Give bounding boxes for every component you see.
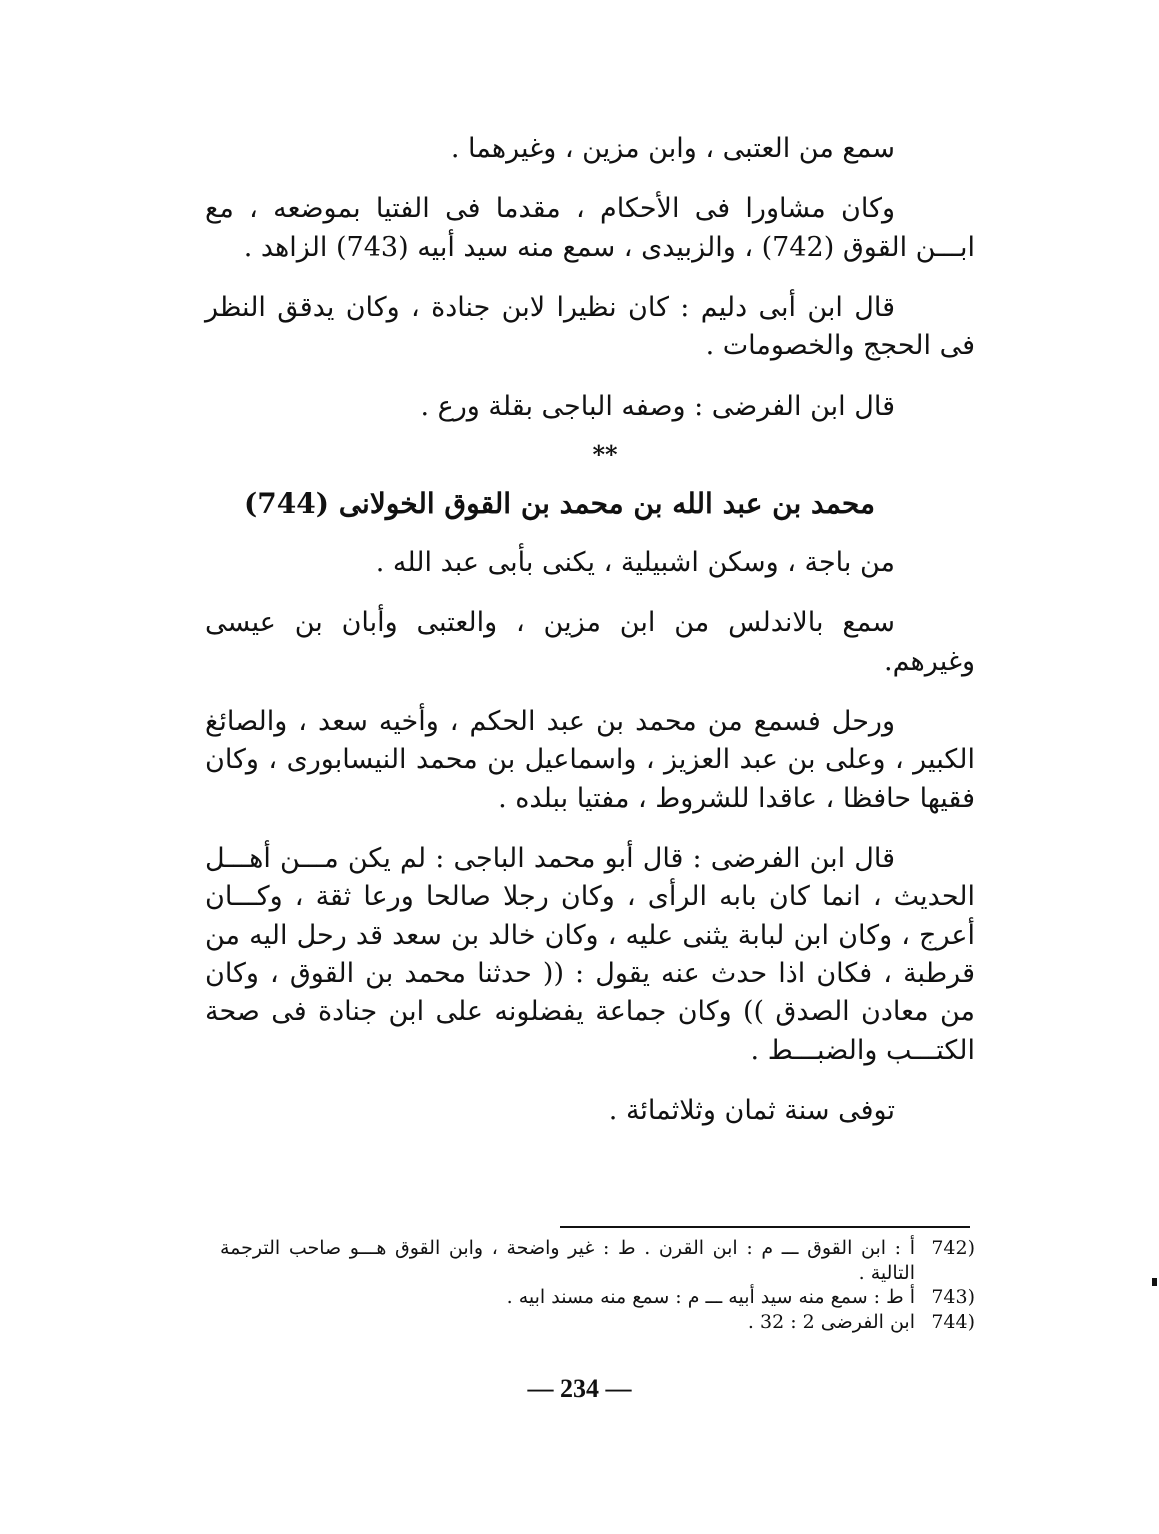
footnote — [220, 1236, 975, 1285]
paragraph: قال ابن أبى دليم : كان نظيرا لابن جنادة ، وكان يدقق النظر فى الحجج والخصومات . — [205, 291, 975, 362]
paragraph: من باجة ، وسكن اشبيلية ، يكنى بأبى عبد الله . — [375, 546, 895, 578]
footnotes — [220, 1236, 975, 1335]
paragraph: ورحل فسمع من محمد بن عبد الحكم ، وأخيه سعد ، والصائغ الكبير ، وعلى بن عبد العزيز ، واسماعيل بن محمد النيسابورى ، وكان فقيها حافظا ، عاقدا للشروط ، مفتيا ببلده . — [205, 705, 975, 814]
paragraph: سمع بالاندلس من ابن مزين ، والعتبى وأبان بن عيسى وغيرهم. — [205, 607, 975, 677]
section-separator: ** — [592, 439, 618, 469]
page-body — [205, 130, 975, 1152]
paragraph: سمع من العتبى ، وابن مزين ، وغيرهما . — [450, 133, 895, 164]
page-number: — 234 — — [527, 1374, 632, 1403]
footnote-number: (742 — [931, 1237, 975, 1259]
paragraph: وكان مشاورا فى الأحكام ، مقدما فى الفتيا بموضعه ، مع ابـــن القوق (742) ، والزبيدى ، سمع منه سيد أبيه (743) الزاهد . — [205, 193, 975, 263]
footnote — [220, 1285, 975, 1310]
paragraph: قال ابن الفرضى : وصفه الباجى بقلة ورع . — [420, 390, 895, 422]
footnote-number: (744 — [931, 1311, 975, 1334]
footnote — [220, 1310, 975, 1335]
scan-speck — [1152, 1278, 1157, 1286]
footnote-number: (743 — [931, 1286, 975, 1309]
entry-heading: محمد بن عبد الله بن محمد بن القوق الخولانى (744) — [244, 486, 875, 520]
footnote-text: ابن الفرضى 2 : 32 . — [747, 1311, 915, 1334]
paragraph: قال ابن الفرضى : قال أبو محمد الباجى : لم يكن مـــن أهـــل الحديث ، انما كان بابه الرأى ، وكان رجلا صالحا ورعا ثقة ، وكـــان أعرج ، وكان ابن لبابة يثنى عليه ، وكان خالد بن سعد قد رحل اليه من قرطبة ، فكان اذا حدث عنه يقول : (( حدثنا محمد بن القوق ، وكان من معادن الصدق )) وكان جماعة يفضلونه على ابن جنادة فى صحة الكتـــب والضبـــط . — [205, 842, 975, 1066]
footnote-text: أ : ابن القوق ـــ م : ابن القرن . ط : غير واضحة ، وابن القوق هـــو صاحب الترجمة التالية . — [220, 1237, 915, 1284]
paragraph: توفى سنة ثمان وثلاثمائة . — [608, 1094, 895, 1126]
footnote-text: أ ط : سمع منه سيد أبيه ـــ م : سمع منه مسند ابيه . — [506, 1286, 915, 1309]
footnote-rule — [560, 1226, 970, 1228]
